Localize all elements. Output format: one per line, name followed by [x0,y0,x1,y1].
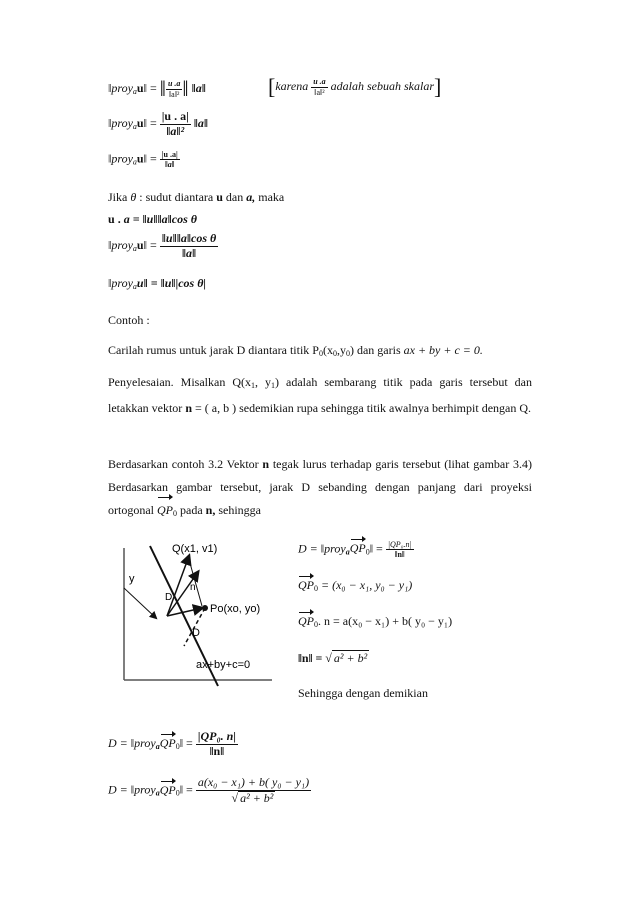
eq3: ‖proy$_a$u‖ = $\frac{|u .a|}{‖a‖}$ [108,150,178,170]
example-heading: Contoh : [108,313,150,327]
solution-paragraph: Penyelesaian. Misalkan $Q(x_1$, $y_1$) adalah sembarang titik pada garis tersebut dan letakkan vektor n = ( a, b ) sedemikian rupa sehingga titik awalnya berhimpit dengan Q. [108,375,533,415]
projection-figure [112,538,282,690]
right-eq5: Sehingga dengan demikian [298,686,428,700]
label-line-eq: ax+by+c=0 [196,659,251,671]
label-n: n [190,582,196,593]
bottom-eq1: $D = ‖proy_aQP_0‖$ = $\frac{\text{|QP₀. n|}}{‖n‖}$ [108,729,236,758]
label-d1: D [165,592,173,603]
eq5: ‖proy$_a$u‖ = ‖u‖|cos θ| [108,276,207,291]
eq1-bracket: [karena $\frac{u .a}{\text{‖a‖²}}$ adalah sebuah skalar] [268,74,442,99]
point-p0 [202,605,208,611]
label-y: y [129,573,135,585]
label-d2: D [192,627,200,639]
right-eq3: $QP_0$. n = a(x₀ − x₁) + b( y₀ − y₁) [298,614,453,629]
figure-svg [112,538,282,690]
explanation-paragraph: Berdasarkan contoh 3.2 Vektor n tegak lurus terhadap garis tersebut (lihat gambar 3.4) Berdasarkan gambar tersebut, jarak D sebanding dengan panjang dari proyeksi ortogonal $QP_0$ pada n, sehingga [108,453,532,525]
eq4: ‖proy$_a$u‖ = $\frac{\text{‖u‖‖a‖cos θ}}{‖a‖}$ [108,231,217,260]
eq1: ‖proy$_a$u‖ = ‖ $\frac{u .a}{\text{‖a‖²}}$ ‖ ‖a‖ [108,76,206,101]
q-to-p-line [188,556,202,606]
vector-y [124,588,156,618]
right-eq1: $D = ‖proy_aQP_0‖$ = $\frac{\text{|QP₀.n|}}{‖n‖}$ [298,540,412,560]
dot-product-line: u . a = ‖u‖‖a‖cos θ [108,212,198,226]
label-p0: Po(xo, yo) [210,603,261,615]
theta-line: Jika θ : sudut diantara u dan a, maka [108,190,285,204]
eq2: ‖proy$_a$u‖ = $\frac{|u . a|}{\text{‖a‖²}}$ ‖a‖ [108,109,209,138]
problem-statement: Carilah rumus untuk jarak D diantara titik $P_0(x_0,y_0)$ dan garis ax + by + c = 0. [108,343,483,358]
right-eq2: $QP_0 = (x_0 - x_1$, y₀ − y₁) [298,578,413,593]
label-q: Q(x1, v1) [172,543,218,555]
right-eq4: ‖n‖ = √ a² + b² [298,651,368,665]
bottom-eq2: $D = ‖proy_aQP_0‖$ = $\frac{\text{a(x₀ − x₁) + b( y₀ − y₁)}}{\text{√ a² + b²}}$ [108,775,310,805]
